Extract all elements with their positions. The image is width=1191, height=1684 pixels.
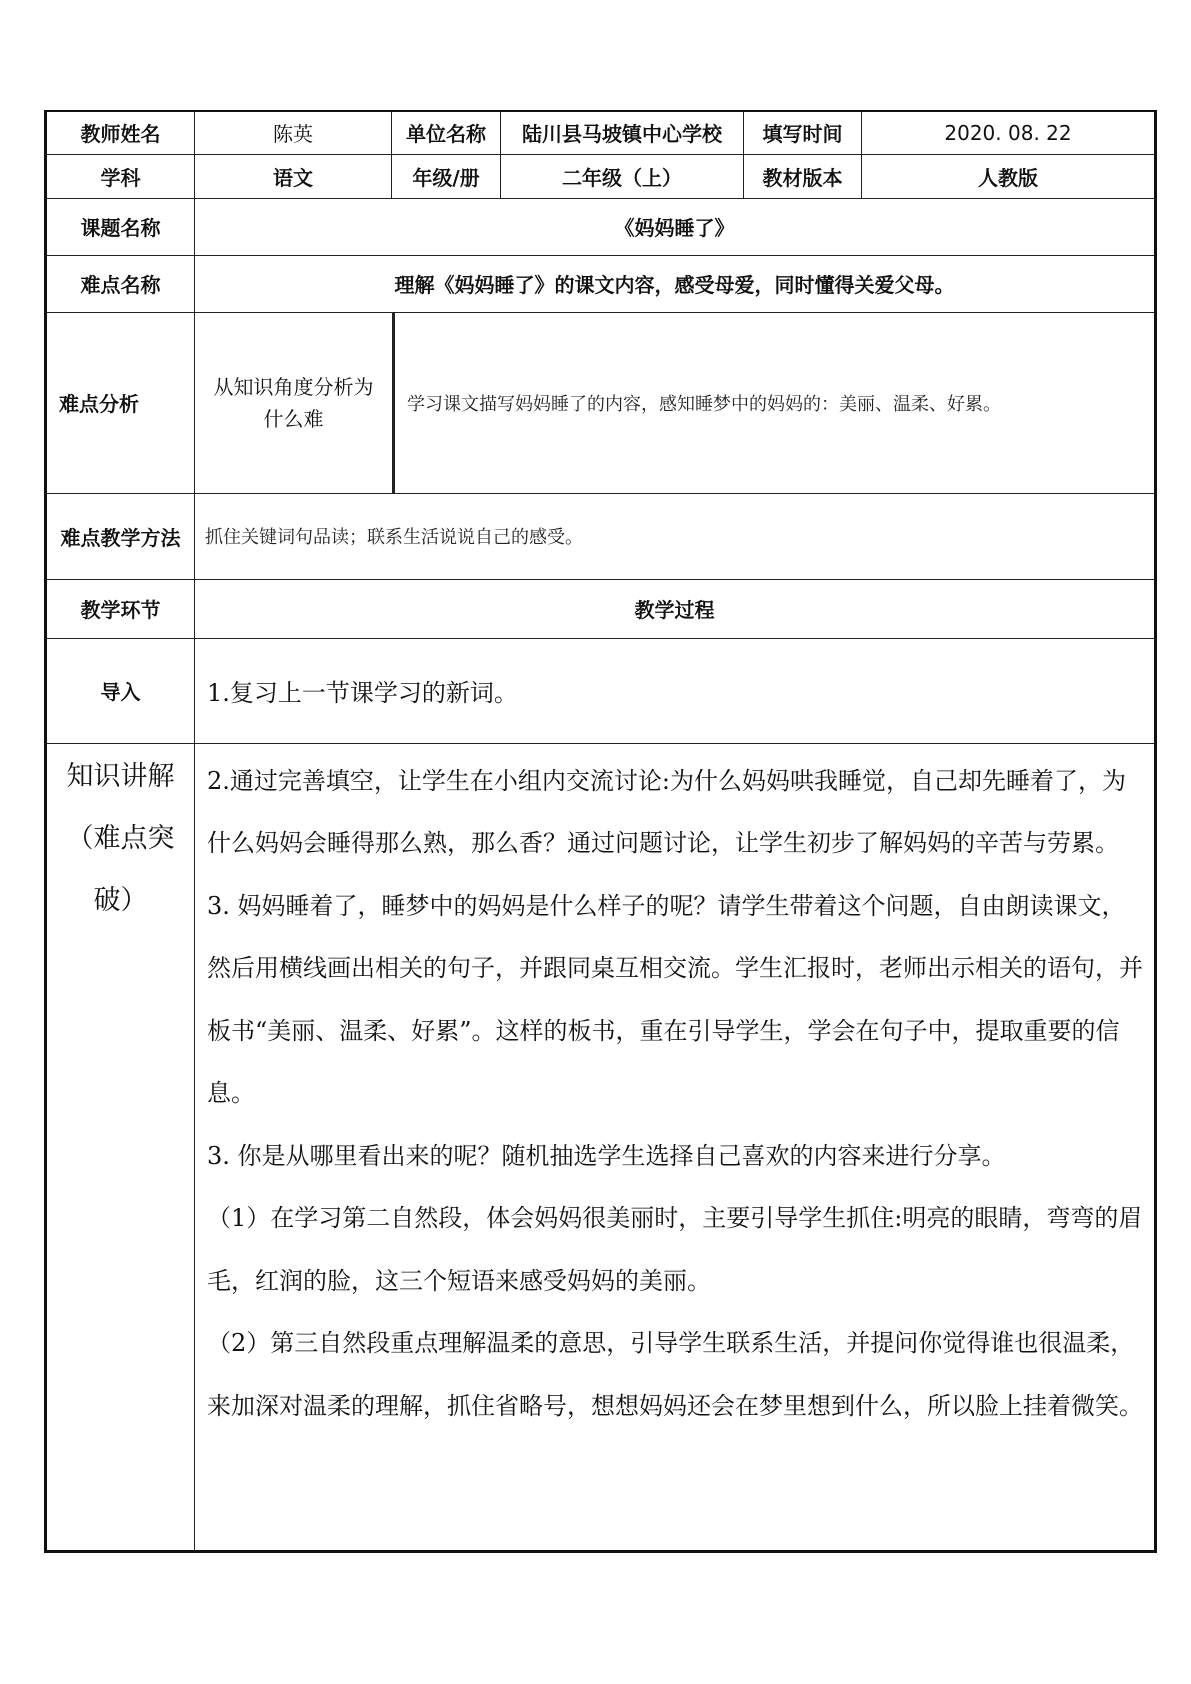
knowledge-paragraph: （1）在学习第二自然段，体会妈妈很美丽时，主要引导学生抓住:明亮的眼睛，弯弯的眉毛，红润的脸，这三个短语来感受妈妈的美丽。 xyxy=(207,1204,1143,1295)
subject-value: 语文 xyxy=(195,154,392,198)
difficulty-value: 理解《妈妈睡了》的课文内容，感受母爱，同时懂得关爱父母。 xyxy=(195,255,1156,312)
subject-label: 学科 xyxy=(46,154,195,198)
time-label: 填写时间 xyxy=(744,111,862,154)
lesson-plan-table xyxy=(44,110,1157,1553)
intro-row xyxy=(46,638,1156,743)
knowledge-paragraph: （2）第三自然段重点理解温柔的意思，引导学生联系生活，并提问你觉得谁也很温柔，来加深对温柔的理解，抓住省略号，想想妈妈还会在梦里想到什么，所以脸上挂着微笑。 xyxy=(207,1329,1143,1420)
topic-label: 课题名称 xyxy=(46,198,195,255)
edition-label: 教材版本 xyxy=(744,154,862,198)
analysis-cell xyxy=(195,312,1156,493)
knowledge-paragraph: 3. 你是从哪里看出来的呢？随机抽选学生选择自己喜欢的内容来进行分享。 xyxy=(207,1141,1006,1170)
difficulty-label: 难点名称 xyxy=(46,255,195,312)
knowledge-label-text: 知识讲解（难点突破） xyxy=(66,760,175,916)
process-label: 教学过程 xyxy=(195,579,1156,638)
unit-label: 单位名称 xyxy=(392,111,501,154)
knowledge-row xyxy=(46,743,1156,1551)
analysis-value: 学习课文描写妈妈睡了的内容，感知睡梦中的妈妈的：美丽、温柔、好累。 xyxy=(407,393,1001,415)
method-row xyxy=(46,493,1156,579)
time-value: 2020. 08. 22 xyxy=(862,111,1156,154)
analysis-row xyxy=(46,312,1156,493)
knowledge-content xyxy=(195,743,1156,1551)
analysis-label: 难点分析 xyxy=(46,312,195,493)
header-row-1 xyxy=(46,111,1156,154)
process-header-row xyxy=(46,579,1156,638)
difficulty-row xyxy=(46,255,1156,312)
method-label: 难点教学方法 xyxy=(46,493,195,579)
knowledge-label xyxy=(46,743,195,1551)
stage-label: 教学环节 xyxy=(46,579,195,638)
header-row-2 xyxy=(46,154,1156,198)
teacher-label: 教师姓名 xyxy=(46,111,195,154)
topic-value: 《妈妈睡了》 xyxy=(195,198,1156,255)
grade-label: 年级/册 xyxy=(392,154,501,198)
teacher-value: 陈英 xyxy=(195,111,392,154)
method-value: 抓住关键词句品读；联系生活说说自己的感受。 xyxy=(195,493,1156,579)
intro-value: 1.复习上一节课学习的新词。 xyxy=(195,638,1156,743)
edition-value: 人教版 xyxy=(862,154,1156,198)
knowledge-paragraph: 2.通过完善填空，让学生在小组内交流讨论:为什么妈妈哄我睡觉，自己却先睡着了，为什么妈妈会睡得那么熟，那么香？通过问题讨论，让学生初步了解妈妈的辛苦与劳累。 xyxy=(207,766,1126,857)
topic-row xyxy=(46,198,1156,255)
knowledge-paragraph: 3. 妈妈睡着了，睡梦中的妈妈是什么样子的呢？请学生带着这个问题，自由朗读课文，然后用横线画出相关的句子，并跟同桌互相交流。学生汇报时，老师出示相关的语句，并板书“美丽、温柔、好累”。这样的板书，重在引导学生，学会在句子中，提取重要的信息。 xyxy=(207,891,1143,1107)
unit-value: 陆川县马坡镇中心学校 xyxy=(501,111,744,154)
grade-value: 二年级（上） xyxy=(501,154,744,198)
lesson-plan-sheet xyxy=(44,110,1154,1553)
analysis-sub-label: 从知识角度分析为什么难 xyxy=(195,313,395,493)
intro-label: 导入 xyxy=(46,638,195,743)
